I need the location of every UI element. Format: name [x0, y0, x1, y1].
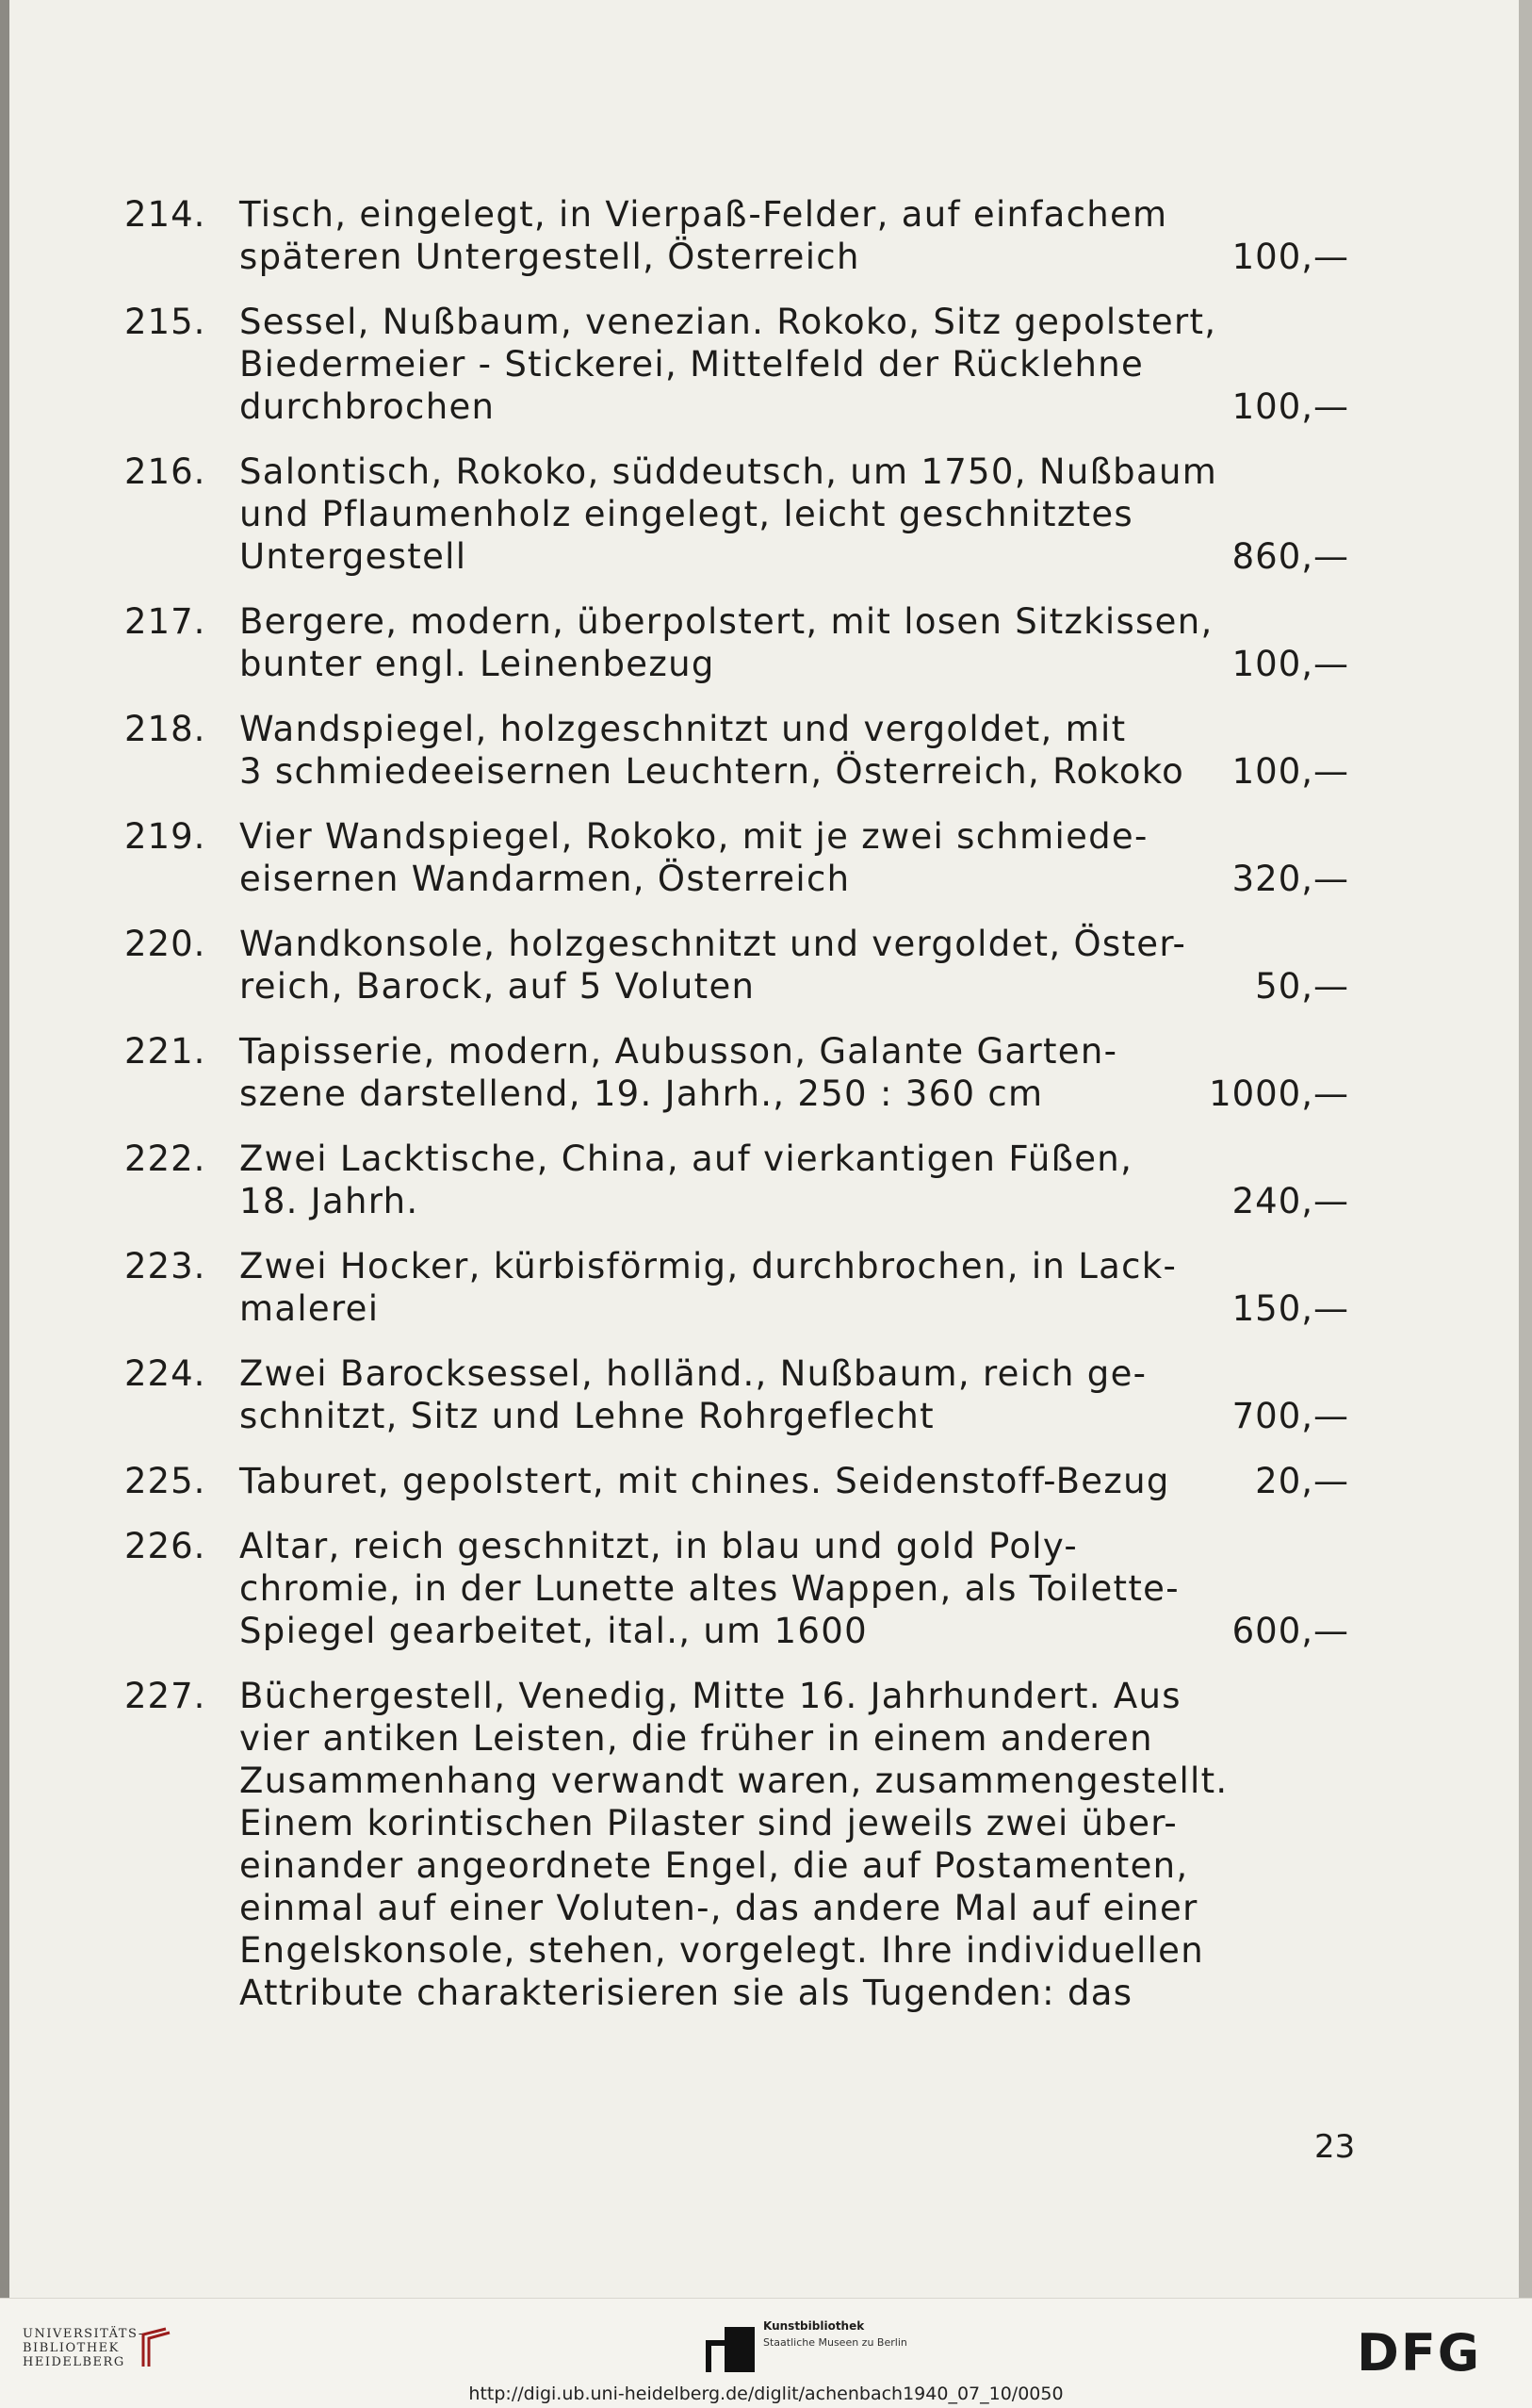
entry-description	[239, 1352, 1304, 1437]
entry-description-line: durchbrochen	[239, 386, 496, 427]
catalog-entry	[124, 1525, 1349, 1652]
entry-price: 1000,—	[1209, 1073, 1349, 1114]
entry-description-line: bunter engl. Leinenbezug	[239, 644, 715, 684]
entry-number: 221.	[124, 1031, 206, 1072]
entry-description	[239, 600, 1304, 685]
dfg-logo: DFG	[1357, 2323, 1482, 2383]
kunstbibliothek-logo-icon	[702, 2319, 758, 2376]
entry-description-line: Vier Wandspiegel, Rokoko, mit je zwei schmiede-	[239, 816, 1149, 857]
kunstbibliothek-title: Kunstbibliothek	[763, 2319, 865, 2333]
university-line-3: HEIDELBERG	[23, 2355, 125, 2369]
catalog-entry	[124, 815, 1349, 900]
entry-number: 225.	[124, 1461, 206, 1501]
entry-number: 217.	[124, 601, 206, 642]
entry-description-line: späteren Untergestell, Österreich	[239, 237, 860, 277]
entry-price: 150,—	[1231, 1288, 1349, 1329]
entry-description-line: Zwei Hocker, kürbisförmig, durchbrochen, in Lack-	[239, 1246, 1178, 1286]
entry-description-line: Einem korintischen Pilaster sind jeweils zwei über-	[239, 1803, 1179, 1843]
entry-number: 223.	[124, 1246, 206, 1286]
entry-description-line: malerei	[239, 1288, 380, 1329]
entry-description-line: Untergestell	[239, 536, 467, 577]
entry-price: 100,—	[1231, 237, 1349, 277]
entry-description-line: 3 schmiedeeisernen Leuchtern, Österreich, Rokoko	[239, 751, 1185, 792]
entry-number: 216.	[124, 451, 206, 492]
entry-number: 224.	[124, 1353, 206, 1394]
entry-description-line: schnitzt, Sitz und Lehne Rohrgeflecht	[239, 1396, 935, 1436]
entry-description	[239, 1525, 1304, 1652]
entry-number: 218.	[124, 709, 206, 749]
entry-description-line: 18. Jahrh.	[239, 1181, 419, 1221]
page-edge-right	[1519, 0, 1532, 2298]
entry-description	[239, 1460, 1304, 1502]
entry-description	[239, 708, 1304, 793]
entry-number: 215.	[124, 302, 206, 342]
entry-number: 220.	[124, 924, 206, 964]
entry-description	[239, 1245, 1304, 1330]
entry-price: 50,—	[1255, 966, 1349, 1007]
entry-description-line: Sessel, Nußbaum, venezian. Rokoko, Sitz gepolstert,	[239, 302, 1217, 342]
entry-description-line: einander angeordnete Engel, die auf Postamenten,	[239, 1845, 1189, 1886]
entry-description-line: chromie, in der Lunette altes Wappen, als Toilette-	[239, 1568, 1180, 1609]
entry-price: 860,—	[1231, 536, 1349, 577]
entry-price: 20,—	[1255, 1461, 1349, 1501]
catalog-entry	[124, 708, 1349, 793]
entry-description-line: Biedermeier - Stickerei, Mittelfeld der Rücklehne	[239, 344, 1145, 385]
entry-price: 320,—	[1231, 859, 1349, 899]
entry-description-line: eisernen Wandarmen, Österreich	[239, 859, 851, 899]
entry-price: 600,—	[1231, 1611, 1349, 1651]
entry-description-line: Engelskonsole, stehen, vorgelegt. Ihre individuellen	[239, 1930, 1204, 1971]
entry-description	[239, 1675, 1304, 2014]
page-edge-left	[0, 0, 9, 2298]
catalog-entry	[124, 1352, 1349, 1437]
entry-description	[239, 815, 1304, 900]
catalog-entry	[124, 450, 1349, 578]
footer-bar	[0, 2298, 1532, 2408]
page-number: 23	[1314, 2128, 1356, 2166]
kunstbibliothek-subtitle: Staatliche Museen zu Berlin	[763, 2336, 907, 2349]
source-url: http://digi.ub.uni-heidelberg.de/diglit/achenbach1940_07_10/0050	[468, 2383, 1064, 2404]
entry-number: 214.	[124, 194, 206, 235]
entry-description-line: szene darstellend, 19. Jahrh., 250 : 360 cm	[239, 1073, 1044, 1114]
entry-description	[239, 923, 1304, 1007]
entry-description	[239, 1030, 1304, 1115]
entry-description-line: Wandspiegel, holzgeschnitzt und vergoldet, mit	[239, 709, 1127, 749]
catalog-entry	[124, 1030, 1349, 1115]
university-line-2: BIBLIOTHEK	[23, 2341, 120, 2355]
university-line-1: UNIVERSITÄTS-	[23, 2327, 144, 2341]
entry-price: 240,—	[1231, 1181, 1349, 1221]
entry-description-line: Tapisserie, modern, Aubusson, Galante Garten-	[239, 1031, 1118, 1072]
entry-description-line: Spiegel gearbeitet, ital., um 1600	[239, 1611, 868, 1651]
entry-description-line: Büchergestell, Venedig, Mitte 16. Jahrhundert. Aus	[239, 1676, 1182, 1716]
entry-description-line: Zwei Barocksessel, holländ., Nußbaum, reich ge-	[239, 1353, 1148, 1394]
entry-number: 226.	[124, 1526, 206, 1566]
entry-description	[239, 193, 1304, 278]
university-seal-icon	[138, 2325, 175, 2372]
entry-price: 700,—	[1231, 1396, 1349, 1436]
entry-price: 100,—	[1231, 644, 1349, 684]
catalog-entry	[124, 301, 1349, 428]
entry-description	[239, 1138, 1304, 1222]
catalog-entry	[124, 1138, 1349, 1222]
entry-description-line: Attribute charakterisieren sie als Tugenden: das	[239, 1973, 1133, 2013]
entry-price: 100,—	[1231, 751, 1349, 792]
catalog-entry	[124, 923, 1349, 1007]
entry-description-line: Altar, reich geschnitzt, in blau und gold Poly-	[239, 1526, 1079, 1566]
entry-number: 227.	[124, 1676, 206, 1716]
entry-description-line: Zusammenhang verwandt waren, zusammengestellt.	[239, 1761, 1229, 1801]
entry-description-line: einmal auf einer Voluten-, das andere Mal auf einer	[239, 1888, 1198, 1928]
entry-price: 100,—	[1231, 386, 1349, 427]
catalog-entry	[124, 193, 1349, 278]
entry-description-line: Bergere, modern, überpolstert, mit losen Sitzkissen,	[239, 601, 1214, 642]
entry-description	[239, 450, 1304, 578]
entry-description-line: Tisch, eingelegt, in Vierpaß-Felder, auf einfachem	[239, 194, 1168, 235]
entry-description	[239, 301, 1304, 428]
entry-number: 222.	[124, 1138, 206, 1179]
catalog-entries	[124, 193, 1349, 2037]
catalog-entry	[124, 600, 1349, 685]
entry-description-line: Zwei Lacktische, China, auf vierkantigen Füßen,	[239, 1138, 1133, 1179]
entry-description-line: Wandkonsole, holzgeschnitzt und vergoldet, Öster-	[239, 924, 1187, 964]
entry-description-line: vier antiken Leisten, die früher in einem anderen	[239, 1718, 1153, 1759]
entry-description-line: reich, Barock, auf 5 Voluten	[239, 966, 756, 1007]
entry-number: 219.	[124, 816, 206, 857]
entry-description-line: und Pflaumenholz eingelegt, leicht geschnitztes	[239, 494, 1134, 534]
entry-description-line: Taburet, gepolstert, mit chines. Seidenstoff-Bezug	[239, 1461, 1170, 1501]
university-library-logo-text	[23, 2327, 144, 2369]
catalog-entry	[124, 1460, 1349, 1502]
catalog-entry	[124, 1675, 1349, 2014]
entry-description-line: Salontisch, Rokoko, süddeutsch, um 1750, Nußbaum	[239, 451, 1218, 492]
catalog-entry	[124, 1245, 1349, 1330]
